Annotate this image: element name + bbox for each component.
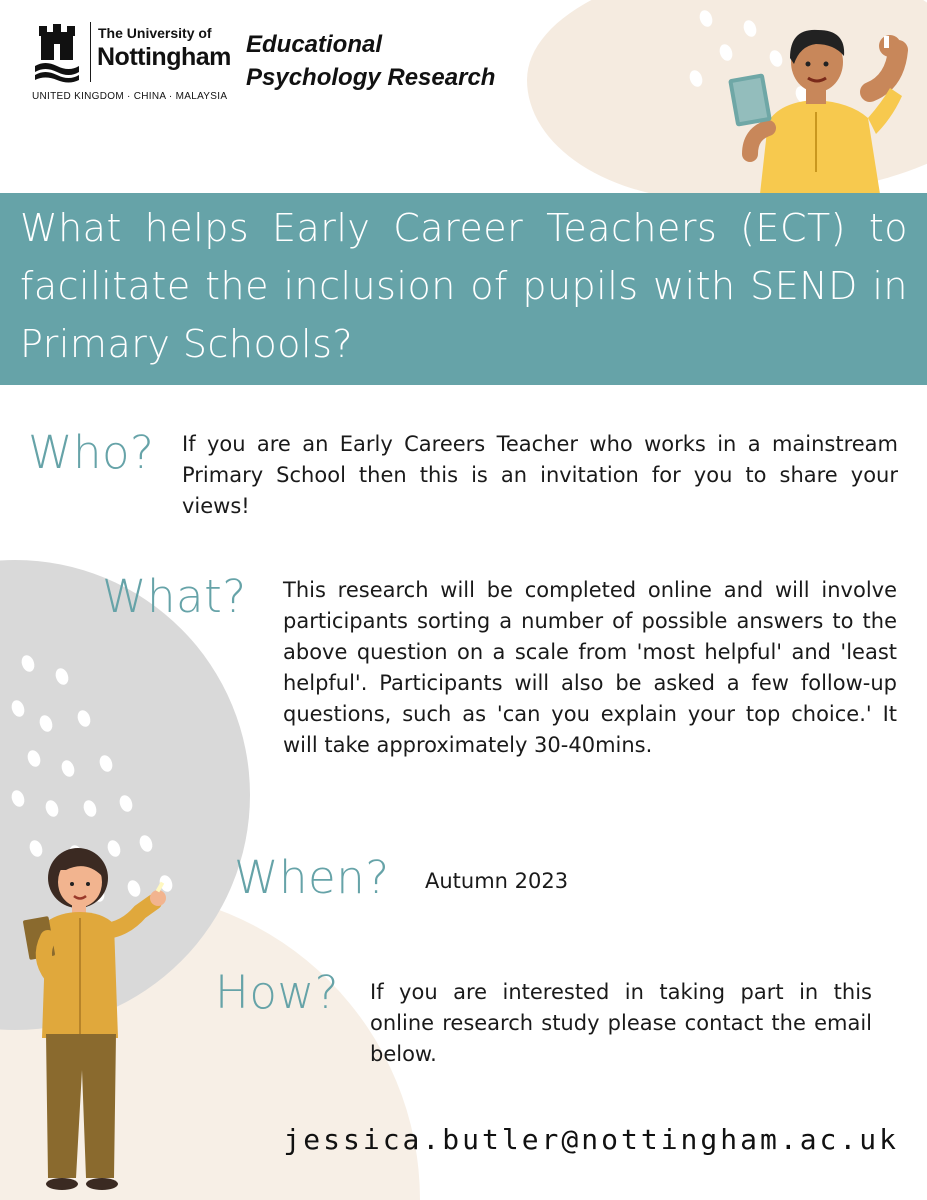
university-name-line1: The University of: [98, 25, 212, 41]
page-title: What helps Early Career Teachers (ECT) to facilitate the inclusion of pupils with SEND in Primary Schools?: [20, 206, 908, 366]
department-line1: Educational: [246, 31, 383, 58]
when-label: When?: [234, 851, 390, 904]
who-text: If you are an Early Careers Teacher who works in a mainstream Primary School then this is an invitation for you to share your views!: [182, 432, 898, 518]
logo-divider: [90, 22, 91, 82]
who-label: Who?: [28, 426, 155, 479]
what-text: This research will be completed online and will involve participants sorting a number of possible answers to the above question on a scale from 'most helpful' and 'least helpful'. Participants will also be asked a few follow-up questions, such as 'can you explain your top choice.' It will take approximately 30-40mins.: [283, 578, 897, 757]
department-line2: Psychology Research: [246, 64, 496, 91]
university-tagline: UNITED KINGDOM · CHINA · MALAYSIA: [32, 91, 228, 102]
department-name: [246, 28, 495, 94]
how-text: If you are interested in taking part in this online research study please contact the email below.: [370, 980, 872, 1066]
how-label: How?: [215, 966, 340, 1019]
when-text: Autumn 2023: [425, 869, 569, 893]
university-logo: [28, 18, 248, 108]
university-crest-icon: [33, 22, 81, 84]
what-label: What?: [102, 570, 247, 623]
university-name-line2: Nottingham: [97, 43, 231, 71]
male-teacher-illustration: [720, 22, 920, 194]
contact-email[interactable]: jessica.butler@nottingham.ac.uk: [283, 1123, 899, 1156]
female-teacher-illustration: [20, 838, 180, 1200]
